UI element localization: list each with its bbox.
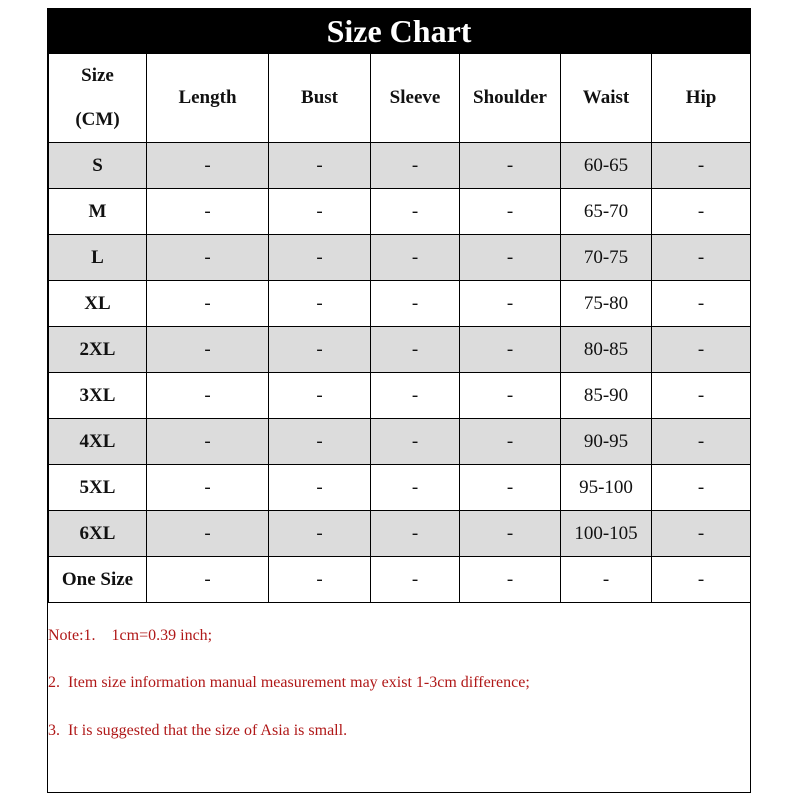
cell-shoulder: - [460, 189, 561, 235]
header-shoulder: Shoulder [460, 54, 561, 143]
cell-sleeve: - [371, 143, 460, 189]
cell-length: - [147, 465, 269, 511]
table-row [49, 557, 751, 603]
header-waist: Waist [561, 54, 652, 143]
table-row [49, 419, 751, 465]
size-table [48, 53, 751, 603]
cell-bust: - [269, 327, 371, 373]
cell-bust: - [269, 557, 371, 603]
size-chart [47, 8, 751, 793]
cell-length: - [147, 281, 269, 327]
cell-waist: 90-95 [561, 419, 652, 465]
cell-sleeve: - [371, 189, 460, 235]
cell-sleeve: - [371, 327, 460, 373]
table-row [49, 235, 751, 281]
cell-shoulder: - [460, 557, 561, 603]
header-hip: Hip [652, 54, 751, 143]
cell-sleeve: - [371, 465, 460, 511]
cell-size: One Size [49, 557, 147, 603]
cell-length: - [147, 511, 269, 557]
cell-waist: 60-65 [561, 143, 652, 189]
cell-shoulder: - [460, 235, 561, 281]
table-row [49, 281, 751, 327]
cell-hip: - [652, 557, 751, 603]
cell-bust: - [269, 143, 371, 189]
cell-shoulder: - [460, 419, 561, 465]
cell-length: - [147, 419, 269, 465]
cell-size: XL [49, 281, 147, 327]
cell-shoulder: - [460, 143, 561, 189]
cell-shoulder: - [460, 465, 561, 511]
cell-shoulder: - [460, 373, 561, 419]
header-size-unit: (CM) [75, 109, 120, 130]
cell-waist: 70-75 [561, 235, 652, 281]
cell-hip: - [652, 281, 751, 327]
cell-shoulder: - [460, 281, 561, 327]
header-size [49, 54, 147, 143]
cell-bust: - [269, 465, 371, 511]
cell-hip: - [652, 327, 751, 373]
header-size-label: Size [81, 65, 114, 86]
cell-bust: - [269, 419, 371, 465]
note-3: 3. It is suggested that the size of Asia is small. [48, 722, 348, 739]
table-row [49, 373, 751, 419]
cell-waist: - [561, 557, 652, 603]
header-bust: Bust [269, 54, 371, 143]
header-row [49, 54, 751, 143]
cell-sleeve: - [371, 373, 460, 419]
table-row [49, 327, 751, 373]
cell-hip: - [652, 235, 751, 281]
cell-bust: - [269, 281, 371, 327]
header-sleeve: Sleeve [371, 54, 460, 143]
chart-title: Size Chart [48, 9, 750, 53]
note-2: 2. Item size information manual measurement may exist 1-3cm difference; [48, 674, 530, 691]
cell-size: 5XL [49, 465, 147, 511]
cell-hip: - [652, 465, 751, 511]
table-row [49, 189, 751, 235]
cell-size: S [49, 143, 147, 189]
cell-size: 2XL [49, 327, 147, 373]
cell-length: - [147, 143, 269, 189]
cell-hip: - [652, 373, 751, 419]
note-1: Note:1. 1cm=0.39 inch; [48, 627, 213, 644]
cell-length: - [147, 189, 269, 235]
cell-length: - [147, 557, 269, 603]
cell-waist: 100-105 [561, 511, 652, 557]
cell-bust: - [269, 511, 371, 557]
cell-shoulder: - [460, 327, 561, 373]
cell-hip: - [652, 511, 751, 557]
cell-length: - [147, 327, 269, 373]
cell-size: L [49, 235, 147, 281]
cell-size: M [49, 189, 147, 235]
table-row [49, 511, 751, 557]
header-length: Length [147, 54, 269, 143]
cell-sleeve: - [371, 419, 460, 465]
cell-sleeve: - [371, 511, 460, 557]
table-row [49, 465, 751, 511]
cell-waist: 85-90 [561, 373, 652, 419]
cell-length: - [147, 235, 269, 281]
cell-bust: - [269, 189, 371, 235]
cell-hip: - [652, 143, 751, 189]
cell-shoulder: - [460, 511, 561, 557]
cell-sleeve: - [371, 281, 460, 327]
cell-bust: - [269, 235, 371, 281]
cell-sleeve: - [371, 235, 460, 281]
cell-bust: - [269, 373, 371, 419]
cell-sleeve: - [371, 557, 460, 603]
cell-waist: 75-80 [561, 281, 652, 327]
table-row [49, 143, 751, 189]
cell-length: - [147, 373, 269, 419]
cell-waist: 65-70 [561, 189, 652, 235]
cell-hip: - [652, 419, 751, 465]
cell-hip: - [652, 189, 751, 235]
cell-size: 4XL [49, 419, 147, 465]
cell-waist: 80-85 [561, 327, 652, 373]
cell-waist: 95-100 [561, 465, 652, 511]
cell-size: 3XL [49, 373, 147, 419]
cell-size: 6XL [49, 511, 147, 557]
